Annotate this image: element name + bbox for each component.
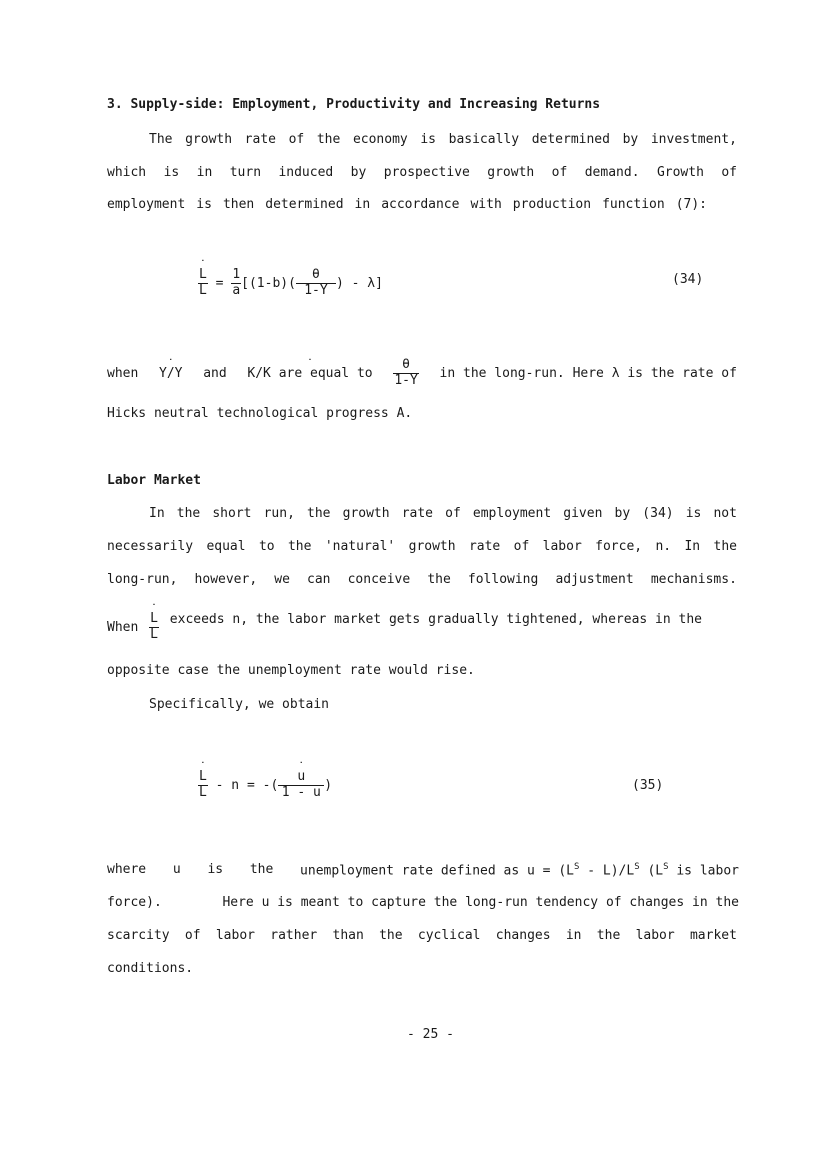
word: by	[622, 132, 639, 147]
paragraph1-line1	[149, 132, 737, 147]
p4-def-d: is labor	[668, 863, 739, 879]
word: the	[307, 506, 331, 521]
p3-frac-num: ˙ L	[150, 612, 158, 627]
eq34-tail: ) - λ]	[335, 275, 383, 291]
word: the	[713, 539, 737, 554]
word: In	[149, 506, 165, 521]
word: the	[176, 506, 201, 521]
word: market	[689, 928, 737, 943]
word: can	[307, 572, 331, 587]
word: adjustment	[555, 572, 634, 587]
word: growth	[185, 132, 233, 147]
eq34-lhs-den: L	[199, 282, 207, 298]
eq34-coef-fraction	[231, 268, 241, 299]
word: by	[350, 165, 367, 180]
p2-y-ratio: ˙ Y/Y	[159, 366, 182, 381]
eq34-inner-num: θ	[296, 268, 336, 284]
word: rate	[468, 539, 501, 554]
word: in	[565, 928, 582, 943]
word: production	[512, 197, 592, 212]
word: in	[196, 165, 213, 180]
word: which	[107, 165, 147, 180]
p3-fraction	[149, 612, 159, 643]
word: changes	[495, 928, 551, 943]
labor-market-heading: Labor Market	[107, 473, 201, 488]
eq34-equals: =	[215, 275, 224, 291]
word: is	[685, 506, 702, 521]
eq35-lhs-den: L	[199, 784, 207, 800]
p2-frac-num: θ	[393, 358, 418, 374]
word: of	[513, 539, 530, 554]
word: of	[445, 506, 461, 521]
word: than	[332, 928, 364, 943]
word: rather	[270, 928, 318, 943]
eq34-coef-num: 1	[232, 267, 241, 282]
word: is	[420, 132, 437, 147]
p4-sup-s: S	[634, 862, 640, 872]
p4-sup-s: S	[663, 862, 669, 872]
paragraph4-line1	[107, 862, 739, 878]
p3-frac-den: L	[150, 626, 158, 642]
word: of	[721, 165, 737, 180]
p3-exceeds: exceeds n, the labor market gets gradually tightened, whereas in the	[169, 611, 703, 627]
word: labor	[215, 928, 255, 943]
paragraph3-line3	[107, 572, 737, 587]
word: demand.	[584, 165, 640, 180]
p4-word: is	[207, 862, 224, 877]
word: Growth	[656, 165, 704, 180]
word: of	[184, 928, 201, 943]
p4-word: u	[172, 862, 181, 877]
paragraph2-line1	[107, 358, 737, 389]
paragraph4-line4: conditions.	[107, 961, 194, 976]
word: long-run,	[107, 572, 178, 587]
p3-when: When	[107, 619, 139, 635]
paragraph3-line5: opposite case the unemployment rate would rise.	[107, 663, 475, 678]
paragraph1-line2	[107, 165, 737, 180]
p2-longrun: in the long-run. Here λ is the rate of	[439, 365, 737, 381]
word: 'natural'	[324, 539, 396, 554]
p4-sup-s: S	[573, 862, 580, 872]
word: the	[379, 928, 403, 943]
word: n.	[655, 539, 672, 554]
eq34-coef-den: a	[232, 282, 241, 298]
eq35-inner-fraction	[278, 770, 324, 801]
eq34-mid: [(1-b)(	[241, 275, 296, 291]
word: of	[288, 132, 305, 147]
equation-35	[198, 770, 332, 801]
word: the	[427, 572, 451, 587]
word: necessarily	[107, 539, 194, 554]
word: conceive	[347, 572, 411, 587]
word: then	[222, 197, 255, 212]
p2-and: and	[203, 365, 227, 381]
paragraph3-line4	[107, 612, 702, 643]
p4-def-a: unemployment rate defined as u = (L	[300, 863, 574, 879]
word: accordance	[381, 197, 460, 212]
paragraph2-line2: Hicks neutral technological progress A.	[107, 406, 413, 421]
word: (7):	[675, 197, 707, 212]
eq34-lhs-num: ˙ L	[199, 268, 207, 283]
word: cyclical	[417, 928, 481, 943]
page-number: - 25 -	[407, 1027, 454, 1042]
equation-34-number: (34)	[672, 272, 704, 287]
word: equal	[206, 539, 246, 554]
paragraph3-line2	[107, 539, 737, 554]
word: in	[354, 197, 371, 212]
paragraph4-line2	[107, 895, 739, 910]
p4-force: force).	[107, 895, 162, 910]
word: scarcity	[107, 928, 170, 943]
word: economy	[352, 132, 408, 147]
word: labor	[635, 928, 675, 943]
word: however,	[194, 572, 258, 587]
word: by	[614, 506, 631, 521]
word: growth	[408, 539, 456, 554]
word: following	[467, 572, 539, 587]
p2-frac-den: 1-Y	[394, 372, 418, 388]
p2-fraction	[393, 358, 418, 389]
word: rate	[244, 132, 276, 147]
paragraph3-line6: Specifically, we obtain	[149, 697, 330, 712]
word: to	[258, 539, 275, 554]
word: In	[684, 539, 701, 554]
word: the	[316, 132, 341, 147]
word: force,	[595, 539, 643, 554]
equation-35-number: (35)	[632, 778, 664, 793]
word: the	[287, 539, 312, 554]
word: the	[596, 928, 621, 943]
word: basically	[448, 132, 520, 147]
p4-word: the	[249, 862, 274, 877]
eq35-mid: - n = -(	[215, 777, 279, 793]
p4-def-c: (L	[639, 863, 664, 879]
word: not	[713, 506, 737, 521]
p4-here: Here u is meant to capture the long-run tendency of changes in the	[222, 895, 739, 910]
word: short	[212, 506, 252, 521]
word: run,	[263, 506, 295, 521]
word: is	[196, 197, 212, 212]
word: determined	[531, 132, 610, 147]
word: of	[551, 165, 568, 180]
word: employment	[107, 197, 186, 212]
section-heading: 3. Supply-side: Employment, Productivity and Increasing Returns	[107, 97, 601, 112]
word: The	[149, 132, 173, 147]
word: mechanisms.	[650, 572, 737, 587]
word: prospective	[383, 165, 470, 180]
word: turn	[229, 165, 262, 180]
eq35-lhs-num: ˙ L	[199, 770, 207, 785]
word: function	[602, 197, 665, 212]
word: given	[563, 506, 603, 521]
p2-k-ratio: ˙ K/K are equal to	[247, 366, 372, 381]
word: employment	[472, 506, 552, 521]
paragraph3-line1	[149, 506, 737, 521]
word: investment,	[650, 132, 737, 147]
word: determined	[265, 197, 344, 212]
word: growth	[342, 506, 390, 521]
word: rate	[401, 506, 434, 521]
paragraph4-line3	[107, 928, 737, 943]
word: (34)	[642, 506, 674, 521]
p2-when: when	[107, 365, 139, 381]
eq34-inner-fraction	[296, 268, 336, 299]
eq34-inner-den: 1-Y	[304, 282, 328, 298]
word: we	[274, 572, 290, 587]
word: induced	[278, 165, 334, 180]
eq35-inner-num: ˙ u	[297, 770, 305, 785]
eq35-lhs-fraction	[198, 770, 208, 801]
paragraph1-line3	[107, 197, 707, 212]
word: with	[470, 197, 502, 212]
eq35-tail: )	[324, 777, 333, 793]
word: growth	[487, 165, 535, 180]
eq35-inner-den: 1 - u	[281, 784, 321, 800]
p4-definition	[300, 862, 739, 878]
word: labor	[542, 539, 582, 554]
word: is	[163, 165, 180, 180]
p4-def-b: - L)/L	[579, 863, 635, 879]
p4-word: where	[107, 862, 147, 877]
eq34-lhs-fraction	[198, 268, 208, 299]
equation-34	[198, 268, 383, 299]
